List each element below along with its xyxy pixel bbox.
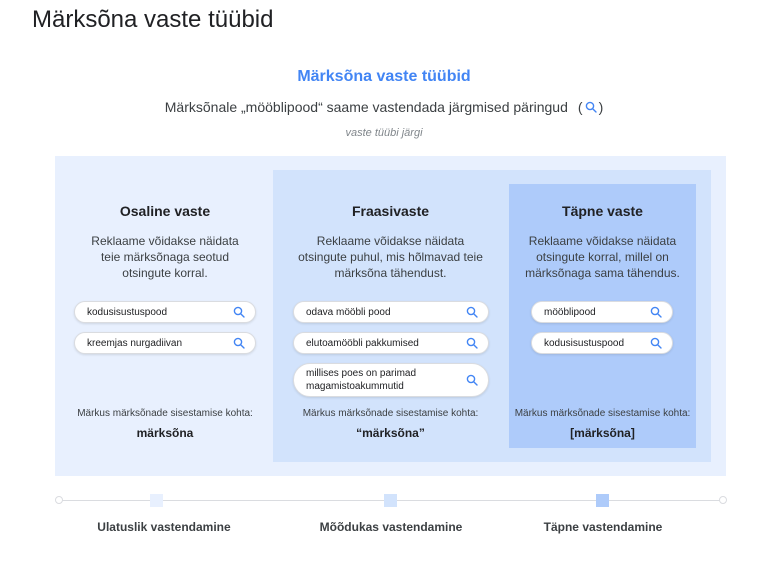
column-exact-match (512, 203, 693, 281)
scale-end-dot (719, 496, 727, 504)
keyword-format: [märksõna] (570, 426, 635, 440)
column-description: Reklaame võidakse näidata teie märksõnaga seotud otsingute korral. (91, 234, 239, 280)
scale-start-dot (55, 496, 63, 504)
keyword-note: Märkus märksõnade sisestamise kohta: (302, 408, 479, 419)
column-description: Reklaame võidakse näidata otsingute korral, millel on märksõnaga sama tähendus. (525, 234, 680, 280)
query-text: elutoamööbli pakkumised (306, 337, 419, 349)
query-pill (74, 301, 256, 323)
search-icon (466, 306, 478, 318)
diagram-title: Märksõna vaste tüübid (297, 68, 471, 85)
query-text: mööblipood (544, 306, 596, 318)
diagram-caption: vaste tüübi järgi (345, 127, 423, 139)
scale-marker-exact (596, 494, 609, 507)
diagram-subtitle-row (0, 99, 768, 115)
column-broad-match (70, 203, 260, 281)
column-title: Fraasivaste (351, 203, 430, 219)
diagram-subtitle: Märksõnale „mööblipood“ saame vastendada järgmised päringud (164, 99, 568, 115)
scale-label-phrase: Mõõdukas vastendamine (319, 520, 463, 534)
search-icon (650, 306, 662, 318)
keyword-format: “märksõna” (356, 426, 425, 440)
query-pill (531, 301, 673, 323)
query-text: kodusisustuspood (87, 306, 168, 318)
search-icon (466, 337, 478, 349)
query-pill (293, 332, 489, 354)
search-icon (650, 337, 662, 349)
query-text: odava mööbli pood (306, 306, 391, 318)
query-pill (531, 332, 673, 354)
keyword-note: Märkus märksõnade sisestamise kohta: (514, 408, 691, 419)
keyword-format: märksõna (136, 426, 194, 440)
query-pill (293, 301, 489, 323)
column-phrase-match (288, 203, 493, 281)
query-text: kreemjas nurgadiivan (87, 337, 183, 349)
column-description: Reklaame võidakse näidata otsingute puhul, mis hõlmavad teie märksõna tähendust. (298, 234, 483, 280)
search-icon (585, 101, 597, 113)
query-text: kodusisustuspood (544, 337, 625, 349)
query-text: millises poes on parimad magamistoakummutid (306, 368, 417, 392)
query-pill (293, 363, 489, 397)
column-title: Osaline vaste (119, 203, 211, 219)
column-title: Täpne vaste (562, 203, 643, 219)
query-pill (74, 332, 256, 354)
scale-label-broad: Ulatuslik vastendamine (97, 520, 231, 534)
scale-marker-broad (150, 494, 163, 507)
scale-marker-phrase (384, 494, 397, 507)
subtitle-search-symbol: ( ) (577, 99, 604, 115)
search-icon (233, 337, 245, 349)
keyword-note: Märkus märksõnade sisestamise kohta: (77, 408, 253, 419)
scale-label-exact: Täpne vastendamine (543, 520, 663, 534)
search-icon (233, 306, 245, 318)
page-title: Märksõna vaste tüübid (32, 6, 274, 33)
search-icon (466, 374, 478, 386)
